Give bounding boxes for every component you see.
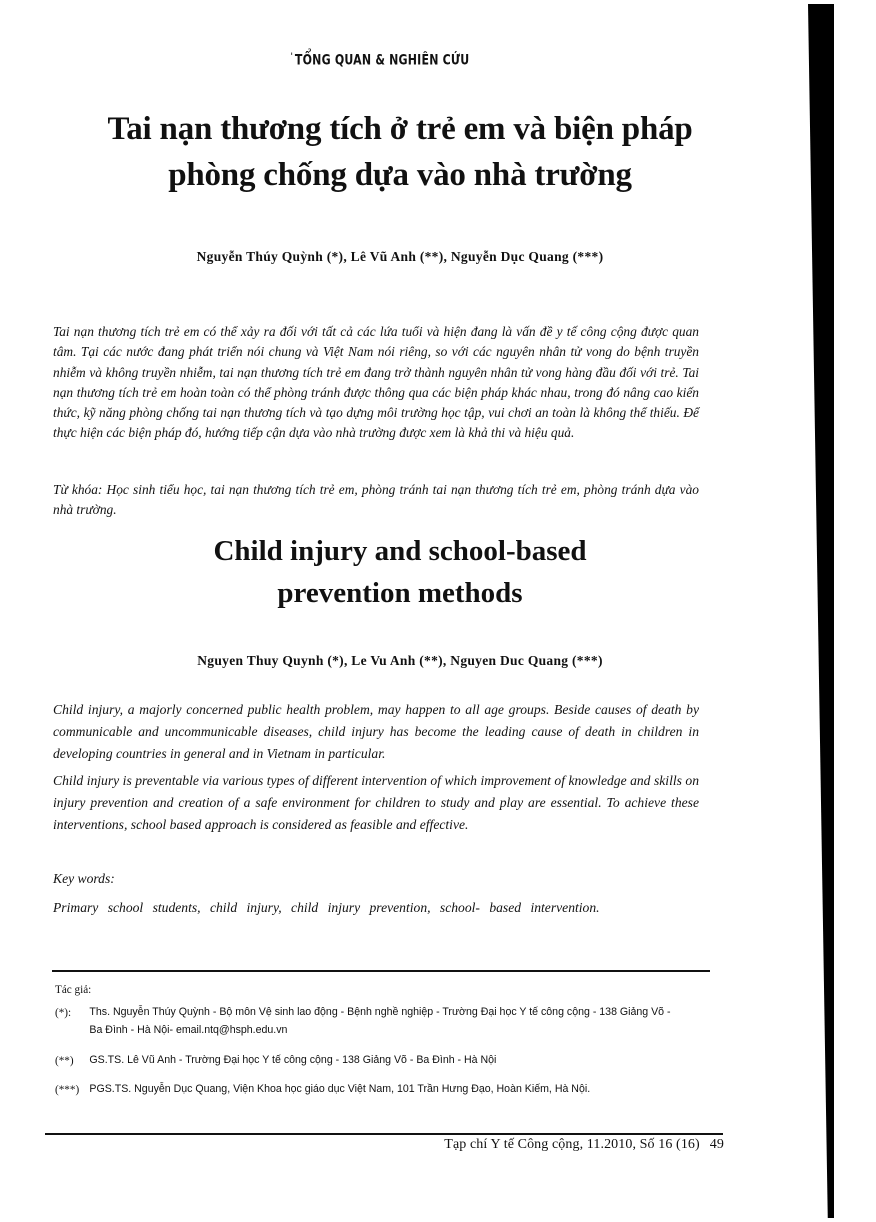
english-title-line-2: prevention methods [277, 577, 523, 609]
footnote-mark: (***) [55, 1082, 80, 1096]
page-footer [380, 1137, 724, 1153]
section-header-text: TỔNG QUAN & NGHIÊN CỨU [294, 52, 470, 69]
footnote-text: GS.TS. Lê Vũ Anh - Trường Đại học Y tế công cộng - 138 Giảng Võ - Ba Đình - Hà Nội [89, 1054, 497, 1066]
footnote-label: Tác giả: [55, 982, 92, 996]
footnote-item [55, 1080, 678, 1098]
header-mark: ' [290, 51, 293, 62]
english-abstract-paragraph-2 [53, 770, 699, 836]
vietnamese-abstract [53, 322, 699, 444]
footnote-divider [52, 970, 710, 972]
footer-divider [45, 1133, 723, 1135]
english-keywords-label: Key words: [53, 871, 115, 886]
english-abstract-text-1: Child injury, a majorly concerned public health problem, may happen to all age groups. Beside causes of death by communicable and uncommunicable diseases, child injury has become the leading cause of death in children in developing countries in general and in Vietnam in particular. [53, 702, 699, 761]
vietnamese-title-line-2: phòng chống dựa vào nhà trường [168, 157, 632, 193]
vietnamese-keywords [53, 480, 699, 521]
english-keywords [53, 897, 699, 919]
vietnamese-title-line-1: Tai nạn thương tích ở trẻ em và biện pháp [107, 111, 693, 147]
english-keywords-text: Primary school students, child injury, child injury prevention, school- based intervention. [53, 900, 600, 915]
english-authors: Nguyen Thuy Quynh (*), Le Vu Anh (**), Nguyen Duc Quang (***) [197, 653, 603, 668]
scan-edge-bar [808, 4, 834, 1218]
english-abstract-paragraph-1 [53, 699, 699, 765]
page-number: 49 [709, 1137, 724, 1152]
vietnamese-abstract-text: Tai nạn thương tích trẻ em có thể xảy ra đối với tất cả các lứa tuổi và hiện đang là vấn đề y tế công cộng được quan tâm. Tại các nước đang phát triển nói chung và Việt Nam nói riêng, so với các nguyên nhân tử vong do bệnh truyền nhiễm và không truyền nhiễm, tai nạn thương tích trẻ em đang trở thành nguyên nhân tử vong hàng đầu đối với trẻ. Tai nạn thương tích trẻ em hoàn toàn có thể phòng tránh được thông qua các biện pháp khác nhau, trong đó nâng cao kiến thức, kỹ năng phòng chống tai nạn thương tích và tạo dựng môi trường học tập, vui chơi an toàn là không thể thiếu. Để thực hiện các biện pháp đó, hướng tiếp cận dựa vào nhà trường được xem là khả thi và hiệu quả. [53, 324, 699, 441]
english-title [40, 530, 760, 614]
footnote-item [55, 1051, 678, 1069]
english-abstract-text-2: Child injury is preventable via various types of different intervention of which improvement of knowledge and skills on injury prevention and creation of a safe environment for children to study and play are essential. To achieve these interventions, school based approach is considered as feasible and effective. [53, 773, 699, 832]
footnote-item [55, 1003, 678, 1039]
vietnamese-keywords-text: Từ khóa: Học sinh tiểu học, tai nạn thương tích trẻ em, phòng tránh tai nạn thương tích trẻ em, phòng tránh dựa vào nhà trường. [53, 482, 699, 518]
vietnamese-authors: Nguyễn Thúy Quỳnh (*), Lê Vũ Anh (**), Nguyễn Dục Quang (***) [196, 249, 604, 264]
journal-citation: Tạp chí Y tế Công cộng, 11.2010, Số 16 (16) [444, 1137, 700, 1152]
footnote-text: PGS.TS. Nguyễn Dục Quang, Viện Khoa học giáo dục Việt Nam, 101 Trần Hưng Đạo, Hoàn Kiếm, Hà Nội. [89, 1083, 591, 1095]
footnote-text: Ths. Nguyễn Thúy Quỳnh - Bộ môn Vệ sinh lao động - Bệnh nghề nghiệp - Trường Đại học Y tế công cộng - 138 Giảng Võ - Ba Đình - Hà Nội- email.ntq@hsph.edu.vn [89, 1006, 671, 1036]
footnote-mark: (**) [55, 1053, 74, 1067]
english-title-line-1: Child injury and school-based [213, 535, 587, 567]
footnote-mark: (*): [55, 1005, 72, 1019]
vietnamese-title [40, 106, 760, 198]
section-header [0, 51, 760, 68]
